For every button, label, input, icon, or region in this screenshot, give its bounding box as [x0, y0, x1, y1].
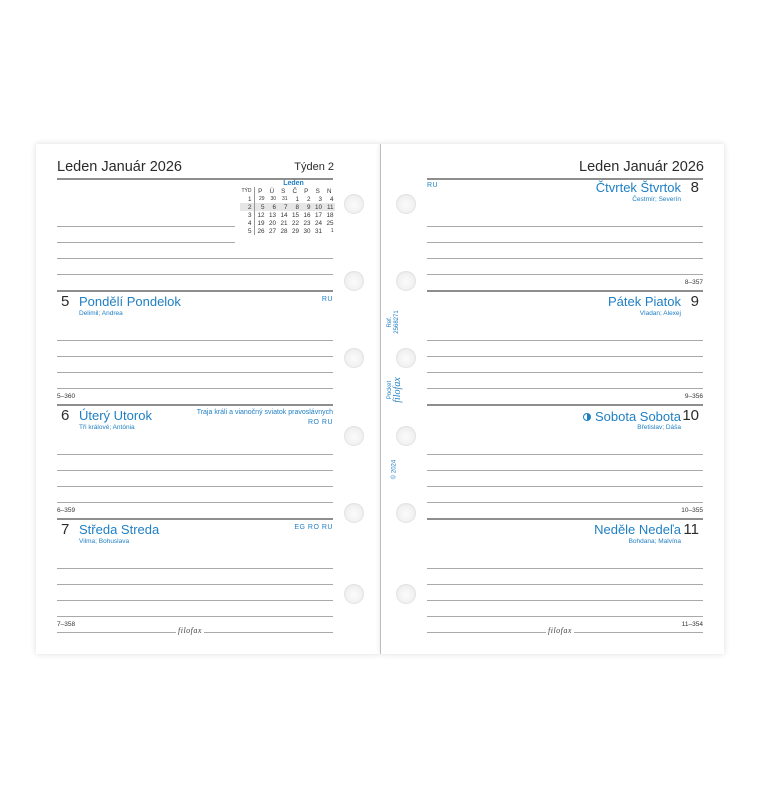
- calendar-day: 11: [324, 203, 336, 211]
- weekday-header: S: [315, 187, 320, 195]
- calendar-day: 9: [301, 203, 313, 211]
- day-counter: 10–355: [681, 507, 703, 514]
- nameday: Vladan; Alexej: [639, 310, 681, 317]
- day-divider: [427, 404, 703, 406]
- nameday: Bohdana; Malvína: [628, 538, 681, 545]
- calendar-day: 18: [326, 211, 334, 219]
- calendar-day: 6: [266, 203, 278, 211]
- day-name: Neděle Nedeľa: [594, 522, 681, 537]
- page-title: Leden Január 2026: [579, 159, 704, 175]
- weekday-header: P: [258, 187, 263, 195]
- calendar-current-week-row: [240, 203, 335, 211]
- writing-line: [427, 388, 703, 389]
- copyright: © 2024: [391, 459, 398, 480]
- calendar-day: 13: [268, 211, 276, 219]
- writing-line: [57, 356, 333, 357]
- day-number: 5: [61, 293, 70, 310]
- calendar-day: 17: [314, 211, 322, 219]
- calendar-week-row: [240, 227, 335, 235]
- calendar-day: 28: [280, 227, 288, 235]
- writing-line: [57, 502, 333, 503]
- writing-line: [57, 372, 333, 373]
- writing-line: [427, 470, 703, 471]
- calendar-week-row: [240, 211, 335, 219]
- spine-brand: [387, 370, 401, 410]
- calendar-day: 3: [318, 195, 322, 203]
- country-codes: RO RU: [307, 419, 333, 426]
- calendar-day: 10: [312, 203, 324, 211]
- calendar-day: 19: [257, 219, 265, 227]
- punch-hole-icon: [344, 503, 364, 523]
- week-label: Týden 2: [294, 161, 334, 173]
- calendar-day: 7: [278, 203, 290, 211]
- writing-line: [57, 226, 235, 227]
- calendar-day: 14: [280, 211, 288, 219]
- weekday-header: N: [326, 187, 332, 195]
- filofax-logo: filofax: [178, 626, 202, 635]
- calendar-day: 1: [330, 228, 334, 234]
- page-title: Leden Január 2026: [57, 159, 182, 175]
- day-name: Pondělí Pondelok: [79, 294, 181, 309]
- calendar-day: 31: [314, 227, 322, 235]
- weekday-header: P: [304, 187, 309, 195]
- day-name: Čtvrtek Štvrtok: [595, 180, 681, 195]
- ref-value: 2568271: [394, 310, 400, 334]
- week-number: 1: [240, 195, 254, 203]
- nameday: Čestmír; Severín: [632, 196, 681, 203]
- writing-line: [57, 486, 333, 487]
- weekday-header: Ú: [269, 187, 275, 195]
- nameday: Delimil; Andrea: [79, 310, 123, 317]
- writing-line: [427, 486, 703, 487]
- calendar-day: 31: [281, 196, 288, 202]
- filofax-logo: filofax: [548, 626, 572, 635]
- day-name: Úterý Utorok: [79, 408, 152, 423]
- mini-calendar-grid: [240, 187, 335, 235]
- writing-line: [57, 242, 235, 243]
- punch-hole-icon: [396, 503, 416, 523]
- writing-line: [427, 372, 703, 373]
- writing-line: [427, 454, 703, 455]
- calendar-day: 30: [270, 196, 276, 202]
- nameday: Tři králové; Antónia: [79, 424, 135, 431]
- calendar-day: 4: [329, 195, 334, 203]
- day-number: 8: [690, 179, 699, 196]
- calendar-day: 25: [326, 219, 334, 227]
- writing-line: [57, 340, 333, 341]
- writing-line: [57, 274, 333, 275]
- day-number: 6: [61, 407, 70, 424]
- day-number: 9: [690, 293, 699, 310]
- calendar-day: 29: [258, 196, 265, 202]
- punch-hole-icon: [344, 271, 364, 291]
- punch-hole-icon: [344, 348, 364, 368]
- writing-line: [427, 600, 703, 601]
- first-quarter-moon-icon: [583, 413, 591, 421]
- day-counter: 6–359: [57, 507, 76, 514]
- weekday-header: S: [281, 187, 286, 195]
- writing-line: [427, 274, 703, 275]
- day-number: 7: [61, 521, 70, 538]
- writing-line: [57, 388, 333, 389]
- calendar-day: 16: [303, 211, 311, 219]
- writing-line: [57, 600, 333, 601]
- day-number: 11: [683, 521, 699, 538]
- writing-line: [427, 356, 703, 357]
- writing-line: [57, 470, 333, 471]
- calendar-day: 20: [268, 219, 276, 227]
- writing-line: [427, 258, 703, 259]
- week-col-header: TÝD: [240, 187, 254, 195]
- right-page: [381, 144, 724, 654]
- ref-number: [387, 302, 401, 342]
- punch-hole-icon: [344, 194, 364, 214]
- day-name: Pátek Piatok: [608, 294, 681, 309]
- calendar-day: 26: [257, 227, 265, 235]
- calendar-day: 21: [280, 219, 288, 227]
- day-counter: 9–356: [684, 393, 703, 400]
- week-number: 4: [240, 219, 254, 227]
- weekday-header: Č: [292, 187, 298, 195]
- writing-line: [57, 454, 333, 455]
- calendar-day: 5: [254, 203, 266, 211]
- country-codes: RU: [321, 296, 333, 303]
- writing-line: [427, 242, 703, 243]
- day-counter: 7–358: [57, 621, 76, 628]
- day-divider: [427, 518, 703, 520]
- nameday: Břetislav; Dáša: [637, 424, 681, 431]
- calendar-day: 29: [291, 227, 299, 235]
- punch-hole-icon: [396, 194, 416, 214]
- holiday-note: Traja králi a vianočný sviatok pravoslávnych: [196, 409, 333, 416]
- writing-line: [427, 502, 703, 503]
- day-counter: 5–360: [57, 393, 76, 400]
- calendar-day: 2: [306, 195, 311, 203]
- mini-calendar-title: Leden: [283, 180, 304, 187]
- mini-calendar: [240, 180, 335, 235]
- page-spine: [380, 144, 381, 654]
- punch-hole-icon: [344, 426, 364, 446]
- day-divider: [57, 518, 333, 520]
- country-codes: RU: [427, 182, 439, 189]
- calendar-day: 1: [295, 195, 299, 203]
- writing-line: [427, 226, 703, 227]
- filofax-logo: filofax: [392, 377, 403, 403]
- ref-label: Ref.: [387, 316, 393, 328]
- writing-line: [57, 584, 333, 585]
- day-name: Sobota Sobota: [594, 409, 681, 424]
- punch-hole-icon: [396, 584, 416, 604]
- calendar-day: 8: [289, 203, 301, 211]
- calendar-day: 30: [303, 227, 311, 235]
- day-divider: [57, 290, 333, 292]
- writing-line: [427, 340, 703, 341]
- calendar-day: 24: [314, 219, 322, 227]
- punch-hole-icon: [396, 426, 416, 446]
- day-counter: 11–354: [681, 621, 703, 628]
- day-name: Středa Streda: [79, 522, 160, 537]
- calendar-week-row: [240, 219, 335, 227]
- punch-hole-icon: [396, 348, 416, 368]
- punch-hole-icon: [344, 584, 364, 604]
- day-counter: 8–357: [684, 279, 703, 286]
- punch-hole-icon: [396, 271, 416, 291]
- size-label: Pocket: [387, 380, 393, 400]
- writing-line: [427, 616, 703, 617]
- week-number: 2: [240, 203, 254, 211]
- calendar-day: 23: [303, 219, 311, 227]
- week-number: 3: [240, 211, 254, 219]
- calendar-day: 12: [257, 211, 265, 219]
- writing-line: [57, 568, 333, 569]
- day-divider: [427, 290, 703, 292]
- calendar-day: 15: [291, 211, 299, 219]
- nameday: Vilma; Bohuslava: [79, 538, 130, 545]
- calendar-day: 22: [291, 219, 299, 227]
- week-number: 5: [240, 227, 254, 235]
- calendar-day: 27: [268, 227, 276, 235]
- country-codes: EG RO RU: [294, 524, 333, 531]
- writing-line: [427, 568, 703, 569]
- writing-line: [427, 584, 703, 585]
- writing-line: [57, 258, 333, 259]
- day-number: 10: [682, 407, 699, 424]
- writing-line: [57, 616, 333, 617]
- day-divider: [57, 404, 333, 406]
- calendar-week-row: [240, 195, 335, 203]
